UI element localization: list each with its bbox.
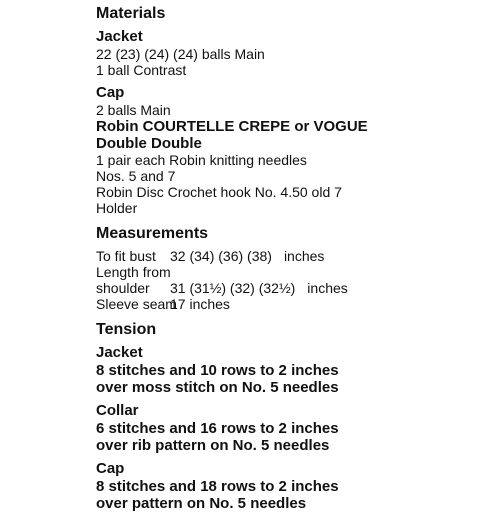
tension-cap-line: over pattern on No. 5 needles <box>96 495 307 512</box>
length-label-row <box>96 264 496 280</box>
measurements-heading: Measurements <box>96 225 209 242</box>
tools-line: 1 pair each Robin knitting needles <box>96 152 307 168</box>
tension-jacket-line: 8 stitches and 10 rows to 2 inches <box>96 362 339 379</box>
length-label-cont: shoulder <box>96 280 150 296</box>
tension-jacket-line: over moss stitch on No. 5 needles <box>96 379 339 396</box>
jacket-materials-line: 22 (23) (24) (24) balls Main <box>96 46 265 62</box>
sleeve-row <box>96 296 496 312</box>
tools-line: Nos. 5 and 7 <box>96 168 176 184</box>
length-units: inches <box>307 280 348 296</box>
bust-label: To fit bust <box>96 248 156 264</box>
tension-cap-line: 8 stitches and 18 rows to 2 inches <box>96 478 339 495</box>
tension-heading: Tension <box>96 321 157 338</box>
materials-heading: Materials <box>96 5 166 22</box>
cap-materials-heading: Cap <box>96 84 125 101</box>
yarn-name-line: Robin COURTELLE CREPE or VOGUE <box>96 118 368 135</box>
cap-materials-line: 2 balls Main <box>96 102 171 118</box>
bust-values: 32 (34) (36) (38) <box>170 248 272 264</box>
tension-collar-heading: Collar <box>96 402 139 419</box>
jacket-materials-line: 1 ball Contrast <box>96 62 187 78</box>
length-row <box>96 280 496 296</box>
bust-row <box>96 248 496 264</box>
tools-line: Robin Disc Crochet hook No. 4.50 old 7 <box>96 184 342 200</box>
length-values: 31 (31½) (32) (32½) <box>170 280 296 296</box>
tension-collar-line: over rib pattern on No. 5 needles <box>96 437 330 454</box>
tension-collar-line: 6 stitches and 16 rows to 2 inches <box>96 420 339 437</box>
tension-cap-heading: Cap <box>96 460 125 477</box>
sleeve-label: Sleeve seam <box>96 296 177 312</box>
pattern-materials-page <box>96 4 496 512</box>
length-label: Length from <box>96 264 171 280</box>
jacket-materials-heading: Jacket <box>96 28 143 45</box>
bust-units: inches <box>283 248 325 264</box>
sleeve-values: 17 inches <box>170 296 230 312</box>
tools-line: Holder <box>96 200 138 216</box>
yarn-name-line: Double Double <box>96 135 202 152</box>
tension-jacket-heading: Jacket <box>96 344 143 361</box>
